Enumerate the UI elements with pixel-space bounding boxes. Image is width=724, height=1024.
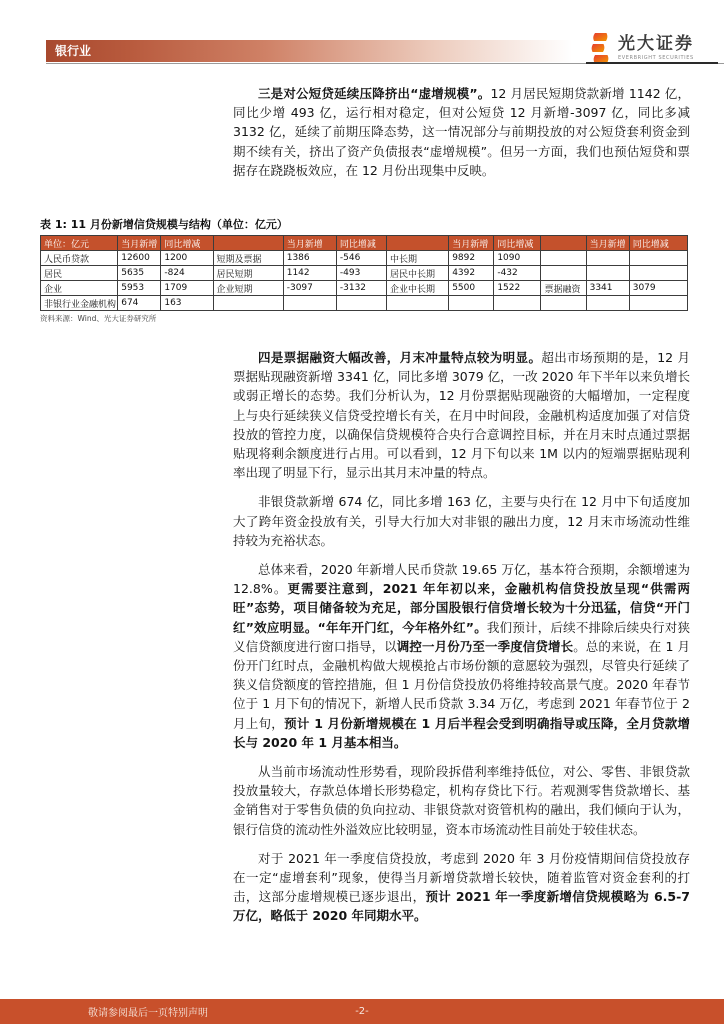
table-cell: 居民 [41, 266, 118, 281]
table-header-cell: 单位：亿元 [41, 236, 118, 251]
paragraph [233, 560, 690, 752]
text-run: 总体来看，2020 年新增人民币贷款 19.65 万亿，基本符合预期，余额增速为 12.8%。 [233, 562, 690, 597]
table-title: 表 1: 11 月份新增信贷规模与结构（单位：亿元） [40, 218, 288, 231]
table-header-cell: 当月新增 [586, 236, 629, 251]
table-cell [586, 266, 629, 281]
table-source-note: 资料来源：Wind、光大证券研究所 [40, 314, 157, 323]
table-cell: -3097 [283, 281, 336, 296]
text-run-bold: 调控一月份乃至一季度信贷增长 [396, 638, 574, 654]
table-header-cell: 当月新增 [118, 236, 161, 251]
table-cell [541, 251, 586, 266]
table-cell: -546 [336, 251, 386, 266]
table-cell [494, 296, 541, 311]
table-header-cell: 同比增减 [161, 236, 213, 251]
table-cell: 3079 [629, 281, 687, 296]
table-cell [629, 296, 687, 311]
paragraph [233, 492, 690, 550]
table-cell: -493 [336, 266, 386, 281]
paragraph [233, 348, 690, 482]
table-cell [629, 266, 687, 281]
text-run-bold: 更需要注意到，2021 年年初以来，金融机构信贷投放呈现“供需两旺”态势，项目储备较为充足，部分国股银行信贷增长较为十分迅猛，信贷“开门红”效应明显。“年年开门红，今年格外红”。 [233, 581, 690, 635]
text-run-bold: 三是对公短贷延续压降挤出“虚增规模”。 [258, 86, 491, 101]
table-cell: 5635 [118, 266, 161, 281]
table-cell: 1090 [494, 251, 541, 266]
table-row [41, 251, 688, 266]
category-bar [46, 40, 594, 62]
table-cell [541, 266, 586, 281]
paragraph [233, 762, 690, 839]
table-cell: 短期及票据 [213, 251, 283, 266]
table-header-cell [213, 236, 283, 251]
text-run: 从当前市场流动性形势看，现阶段拆借利率维持低位，对公、零售、非银贷款投放量较大，存款总体增长形势稳定，机构存贷比下行。若观测零售贷款增长、基金销售对于零售负债的负向拉动、非银贷款对资管机构的融出，我们倾向于认为，银行信贷的流动性外溢效应比较明显，资本市场流动性目前处于较佳状态。 [233, 764, 690, 837]
brand-name: 光大证券 [618, 34, 694, 54]
everbright-logo-icon [590, 33, 612, 63]
table-cell: 674 [118, 296, 161, 311]
table-cell [541, 296, 586, 311]
table-cell: 3341 [586, 281, 629, 296]
table-cell [449, 296, 494, 311]
table-cell: -824 [161, 266, 213, 281]
table-header-cell: 当月新增 [449, 236, 494, 251]
table-cell: 12600 [118, 251, 161, 266]
table-cell [283, 296, 336, 311]
table-cell: -432 [494, 266, 541, 281]
footer-bar [0, 999, 724, 1024]
table-header-cell: 同比增减 [629, 236, 687, 251]
table-header-cell: 同比增减 [336, 236, 386, 251]
text-run: 我们预计，后续不排除后续央行对狭义信贷额度进行窗口指导，以 [233, 619, 690, 654]
table-cell: 居民中长期 [387, 266, 449, 281]
table-cell [586, 296, 629, 311]
table-cell: 9892 [449, 251, 494, 266]
body-paragraphs [233, 348, 690, 936]
table-cell: 1386 [283, 251, 336, 266]
table-cell: 1709 [161, 281, 213, 296]
table-row [41, 296, 688, 311]
table-cell: 企业中长期 [387, 281, 449, 296]
table-row [41, 281, 688, 296]
header-divider-dark [586, 62, 718, 64]
table-cell: 企业 [41, 281, 118, 296]
text-run: 。总的来说，在 1 月份开门红时点，金融机构做大规模抢占市场份额的意愿较为强烈，尽管央行延续了狭义信贷额度的管控措施，但 1 月份信贷投放仍将维持较高景气度。2020 年春节位于 1 月下旬的情况下，新增人民币贷款 3.34 万亿，考虑到 2021 年春节位于 2 月上旬， [233, 638, 690, 731]
table-cell [213, 296, 283, 311]
table-header-cell: 当月新增 [283, 236, 336, 251]
table-cell: 1200 [161, 251, 213, 266]
table-cell [629, 251, 687, 266]
brand-text [618, 35, 694, 61]
text-run-bold: 预计 2021 年一季度新增信贷规模略为 6.5-7 万亿，略低于 2020 年同期水平。 [233, 889, 690, 924]
table-cell [387, 296, 449, 311]
text-run: 对于 2021 年一季度信贷投放，考虑到 2020 年 3 月份疫情期间信贷投放存在一定“虚增套利”现象，使得当月新增贷款增长较快，随着监管对资金套利的打击，这部分虚增规模已逐步退出， [233, 850, 690, 905]
table-header-row [41, 236, 688, 251]
category-label: 银行业 [55, 44, 92, 58]
paragraph [233, 849, 690, 926]
table-cell: 5500 [449, 281, 494, 296]
table-cell: 4392 [449, 266, 494, 281]
table-cell: 163 [161, 296, 213, 311]
brand-logo [590, 33, 694, 63]
table-cell: 5953 [118, 281, 161, 296]
table-cell: 居民短期 [213, 266, 283, 281]
brand-subtitle: EVERBRIGHT SECURITIES [618, 55, 694, 61]
text-run-bold: 预计 1 月份新增规模在 1 月后半程会受到明确指导或压降，全月贷款增长与 2020 年 1 月基本相当。 [233, 715, 690, 750]
table-cell: 中长期 [387, 251, 449, 266]
table-cell: 企业短期 [213, 281, 283, 296]
table-header-cell [387, 236, 449, 251]
paragraph [233, 84, 690, 180]
text-run: 12 月居民短期贷款新增 1142 亿，同比少增 493 亿，运行相对稳定，但对公短贷 12 月新增-3097 亿，同比多减 3132 亿，延续了前期压降态势，这一情况部分与前期投放的对公短贷套利资金到期不续有关，挤出了资产负债报表“虚增规模”。但另一方面，我们也预估短贷和票据存在跷跷板效应，在 12 月份出现集中反映。 [233, 86, 690, 178]
table-cell: 票据融资 [541, 281, 586, 296]
text-run: 超出市场预期的是，12 月票据贴现融资新增 3341 亿，同比多增 3079 亿，一改 2020 年下半年以来负增长或弱正增长的态势。我们分析认为，12 月份票据贴现融资的大幅增加，一定程度上与央行延续狭义信贷受控增长有关，在月中时间段，金融机构适度加强了对信贷投放的管控力度，以确保信贷规模符合央行合意调控目标，并在月末时点通过票据贴现将剩余额度进行占用。可以看到，12 月下旬以来 1M 以内的短端票据贴现利率出现了明显下行，显示出其月末冲量的特点。 [233, 350, 690, 481]
text-run-bold: 四是票据融资大幅改善，月末冲量特点较为明显。 [258, 350, 542, 365]
table-cell: -3132 [336, 281, 386, 296]
table-cell: 1522 [494, 281, 541, 296]
footer-disclaimer: 敬请参阅最后一页特别声明 [88, 1008, 208, 1019]
table-cell: 人民币贷款 [41, 251, 118, 266]
credit-table-block [40, 216, 688, 324]
table-cell [336, 296, 386, 311]
table-header-cell: 同比增减 [494, 236, 541, 251]
intro-paragraphs [233, 84, 690, 190]
credit-table [40, 235, 688, 311]
table-cell: 非银行业金融机构 [41, 296, 118, 311]
table-cell [586, 251, 629, 266]
page-number: -2- [355, 1006, 369, 1017]
table-row [41, 266, 688, 281]
table-cell: 1142 [283, 266, 336, 281]
text-run: 非银贷款新增 674 亿，同比多增 163 亿，主要与央行在 12 月中下旬适度加大了跨年资金投放有关，引导大行加大对非银的融出力度，12 月末市场流动性维持较为充裕状态。 [233, 494, 690, 548]
table-header-cell [541, 236, 586, 251]
